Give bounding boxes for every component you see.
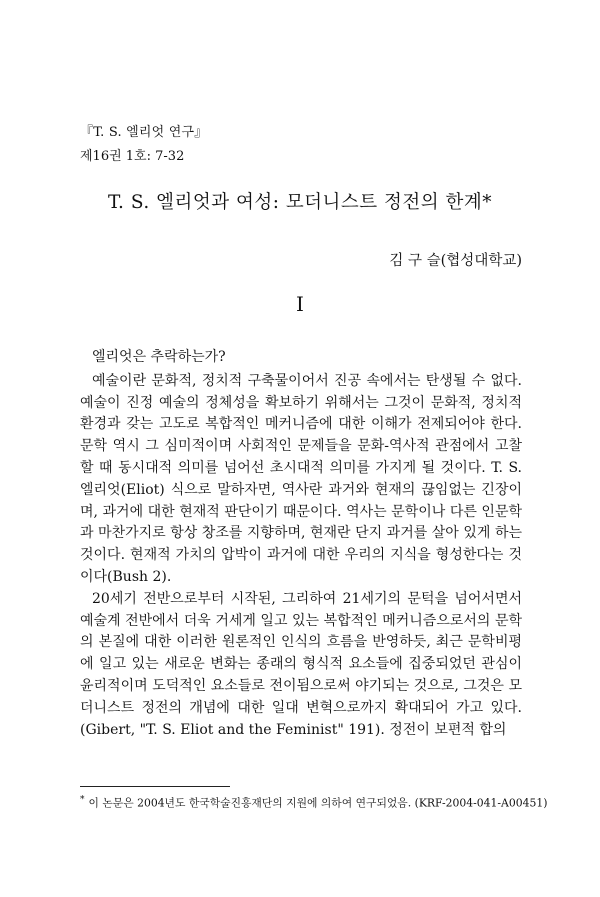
opening-question: 엘리엇은 추락하는가?: [92, 349, 226, 365]
journal-title: 『T. S. 엘리엇 연구』: [80, 125, 208, 140]
footnote-mark: *: [80, 795, 85, 805]
paragraph-1: 예술이란 문화적, 정치적 구축물이어서 진공 속에서는 탄생될 수 없다. 예술이 진정 예술의 정체성을 확보하기 위해서는 그것이 문화적, 정치적 환경과 갖는 고도로 복합적인 메커니즘에 대한 이해가 전제되어야 한다. 문학 역시 그 심미적이며 사회적인 문제들을 문화-역사적 관점에서 고찰할 때 동시대적 의미를 넘어선 초시대적 의미를 가지게 될 것이다. T. S. 엘리엇(Eliot) 식으로 말하자면, 역사란 과거와 현재의 끊임없는 긴장이며, 과거에 대한 현재적 판단이기 때문이다. 역사는 문학이나 다른 인문학과 마찬가지로 항상 창조를 지향하며, 현재란 단지 과거를 살아 있게 하는 것이다. 현재적 가치의 압박이 과거에 대한 우리의 지식을 형성한다는 것이다(Bush 2).: [80, 372, 522, 585]
body-text: [80, 347, 522, 741]
journal-issue: 제16권 1호: 7-32: [80, 149, 185, 164]
section-heading: I: [296, 292, 304, 316]
footnote: [80, 795, 548, 811]
article-title: T. S. 엘리엇과 여성: 모더니스트 정전의 한계*: [107, 192, 493, 213]
footnote-text: 이 논문은 2004년도 한국학술진흥재단의 지원에 의하여 연구되었음. (KRF-2004-041-A00451): [88, 796, 548, 810]
footnote-divider: [80, 786, 230, 787]
paragraph-2: 20세기 전반으로부터 시작된, 그리하여 21세기의 문턱을 넘어서면서 예술계 전반에서 더욱 거세게 일고 있는 복합적인 메커니즘으로서의 문학의 본질에 대한 이러한 원론적인 인식의 흐름을 반영하듯, 최근 문학비평에 일고 있는 새로운 변화는 종래의 형식적 요소들에 집중되었던 관심이 윤리적이며 도덕적인 요소들로 전이됨으로써 야기되는 것으로, 그것은 모더니스트 정전의 개념에 대한 일대 변혁으로까지 확대되어 가고 있다.(Gibert, "T. S. Eliot and the Feminist" 191). 정전이 보편적 합의: [80, 590, 522, 738]
author-name: 김 구 슬(협성대학교): [389, 253, 522, 269]
